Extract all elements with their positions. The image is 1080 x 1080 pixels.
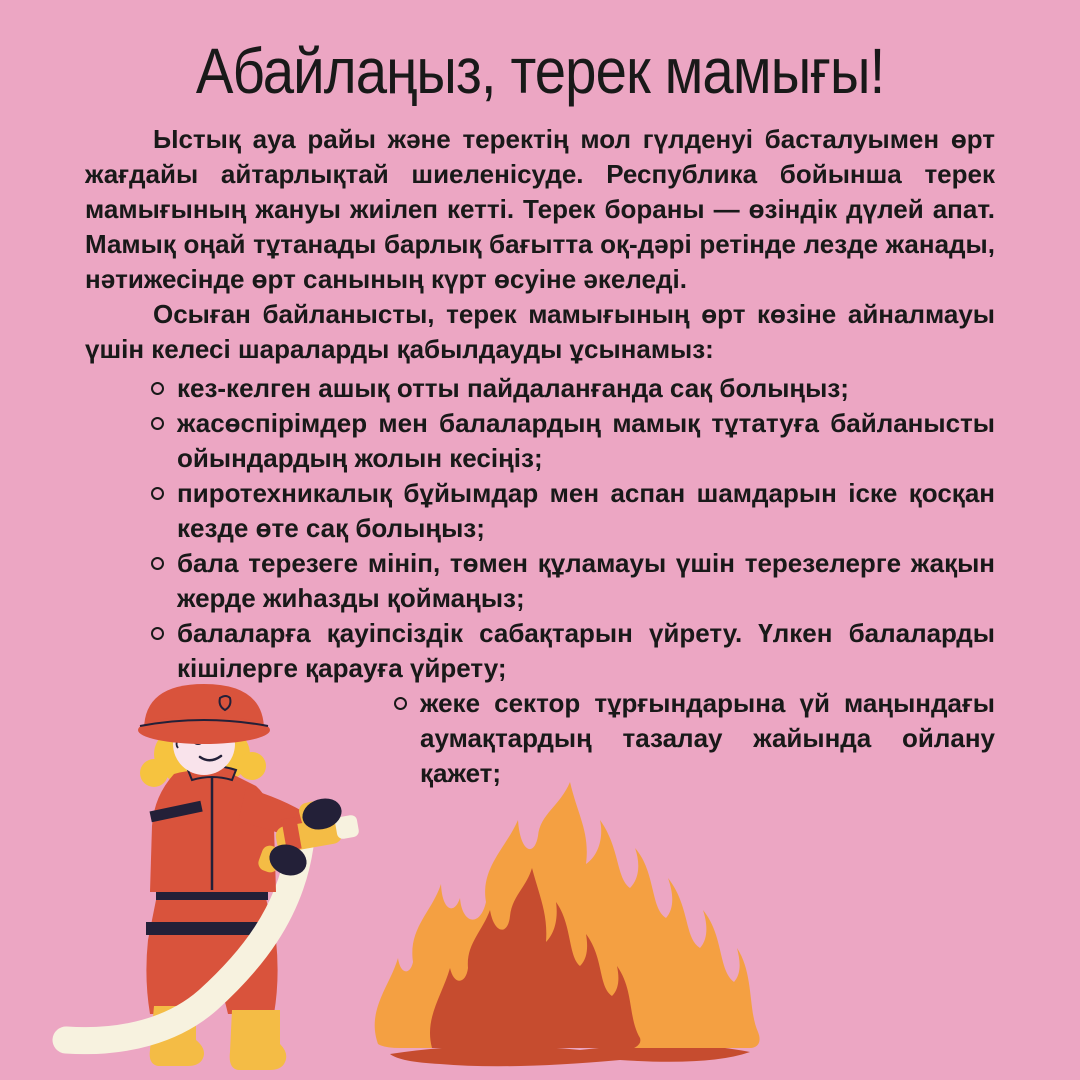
- safety-measure-item: балаларға қауіпсіздік сабақтарын үйрету. Үлкен балаларды кішілерге қарауға үйрету;: [149, 616, 995, 686]
- safety-measure-item: пиротехникалық бұйымдар мен аспан шамдарын іске қосқан кезде өте сақ болыңыз;: [149, 476, 995, 546]
- measures-intro-paragraph: Осыған байланысты, терек мамығының өрт көзіне айналмауы үшін келесі шараларды қабылдауды ұсынамыз:: [85, 299, 995, 364]
- safety-measure-item: жасөспірімдер мен балалардың мамық тұтатуға байланысты ойындардың жолын кесіңіз;: [149, 406, 995, 476]
- safety-measure-item: бала терезеге мініп, төмен құламауы үшін терезелерге жақын жерде жиһазды қоймаңыз;: [149, 546, 995, 616]
- safety-measures-list: [85, 371, 995, 686]
- poster-body: [85, 122, 995, 791]
- intro-paragraph: Ыстық ауа райы және теректің мол гүлденуі басталуымен өрт жағдайы айтарлықтай шиеленісуде. Республика бойынша терек мамығының жануы жиілеп кетті. Терек бораны — өзіндік дүлей апат. Мамық оңай тұтанады барлық бағытта оқ-дәрі ретінде лезде жанады, нәтижесінде өрт санының күрт өсуіне әкеледі.: [85, 124, 995, 294]
- poster-title: Абайлаңыз, терек мамығы!: [195, 35, 885, 107]
- title-area: [0, 0, 1080, 108]
- fire-illustration: [340, 772, 790, 1072]
- safety-measures-list-continued: [85, 686, 995, 791]
- safety-measure-item: жеке сектор тұрғындарына үй маңындағы аумақтардың тазалау жайында ойлану қажет;: [392, 686, 995, 791]
- safety-measure-item: кез-келген ашық отты пайдаланғанда сақ болыңыз;: [149, 371, 995, 406]
